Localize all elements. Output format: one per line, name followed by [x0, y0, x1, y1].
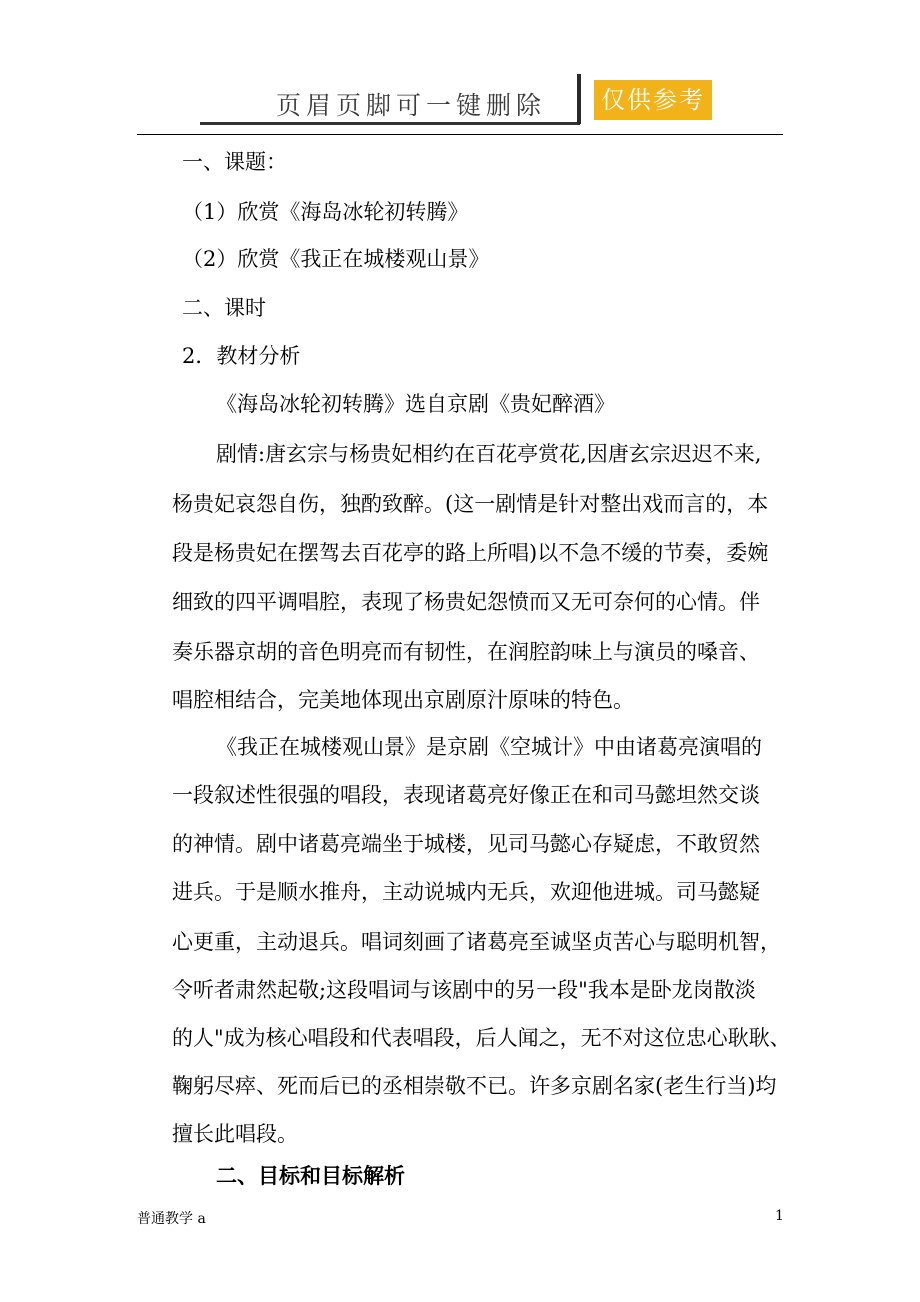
paragraph-line: 细致的四平调唱腔，表现了杨贵妃怨愤而又无可奈何的心情。伴	[172, 590, 760, 614]
footer-label: 普通教学 a	[137, 1211, 206, 1227]
header-rule	[137, 134, 783, 135]
paragraph-line: 心更重，主动退兵。唱词刻画了诸葛亮至诚坚贞苦心与聪明机智，	[172, 930, 781, 954]
paragraph-line: 奏乐器京胡的音色明亮而有韧性，在润腔韵味上与演员的嗓音、	[172, 640, 760, 664]
section-heading-topic: 一、课题：	[182, 150, 287, 174]
topic-item-1: （1）欣赏《海岛冰轮初转腾》	[182, 200, 469, 224]
header-underline	[200, 122, 580, 125]
header-divider	[577, 74, 581, 124]
paragraph-line: 唱腔相结合，完美地体现出京剧原汁原味的特色。	[172, 688, 634, 712]
section-heading-analysis: 2．教材分析	[182, 344, 301, 368]
paragraph-line: 《海岛冰轮初转腾》选自京剧《贵妃醉酒》	[216, 392, 615, 416]
header-title: 页眉页脚可一键删除	[276, 91, 547, 120]
topic-item-2: （2）欣赏《我正在城楼观山景》	[182, 247, 490, 271]
paragraph-line: 剧情:唐玄宗与杨贵妃相约在百花亭赏花,因唐玄宗迟迟不来,	[216, 442, 762, 466]
page-number: 1	[775, 1208, 784, 1224]
section-heading-goals: 二、目标和目标解析	[216, 1163, 405, 1188]
paragraph-line: 《我正在城楼观山景》是京剧《空城计》中由诸葛亮演唱的	[216, 735, 762, 759]
section-heading-lessons: 二、课时	[182, 296, 266, 320]
paragraph-line: 令听者肃然起敬;这段唱词与该剧中的另一段"我本是卧龙岗散淡	[172, 978, 756, 1002]
reference-badge: 仅供参考	[594, 80, 712, 120]
paragraph-line: 杨贵妃哀怨自伤，独酌致醉。(这一剧情是针对整出戏而言的，本	[172, 492, 769, 516]
paragraph-line: 擅长此唱段。	[172, 1122, 298, 1146]
paragraph-line: 段是杨贵妃在摆驾去百花亭的路上所唱)以不急不缓的节奏，委婉	[172, 541, 769, 565]
paragraph-line: 一段叙述性很强的唱段，表现诸葛亮好像正在和司马懿坦然交谈	[172, 783, 760, 807]
paragraph-line: 进兵。于是顺水推舟，主动说城内无兵，欢迎他进城。司马懿疑	[172, 880, 760, 904]
paragraph-line: 的人"成为核心唱段和代表唱段，后人闻之，无不对这位忠心耿耿、	[172, 1026, 791, 1050]
paragraph-line: 鞠躬尽瘁、死而后已的丞相崇敬不已。许多京剧名家(老生行当)均	[172, 1074, 777, 1098]
paragraph-line: 的神情。剧中诸葛亮端坐于城楼，见司马懿心存疑虑，不敢贸然	[172, 832, 760, 856]
